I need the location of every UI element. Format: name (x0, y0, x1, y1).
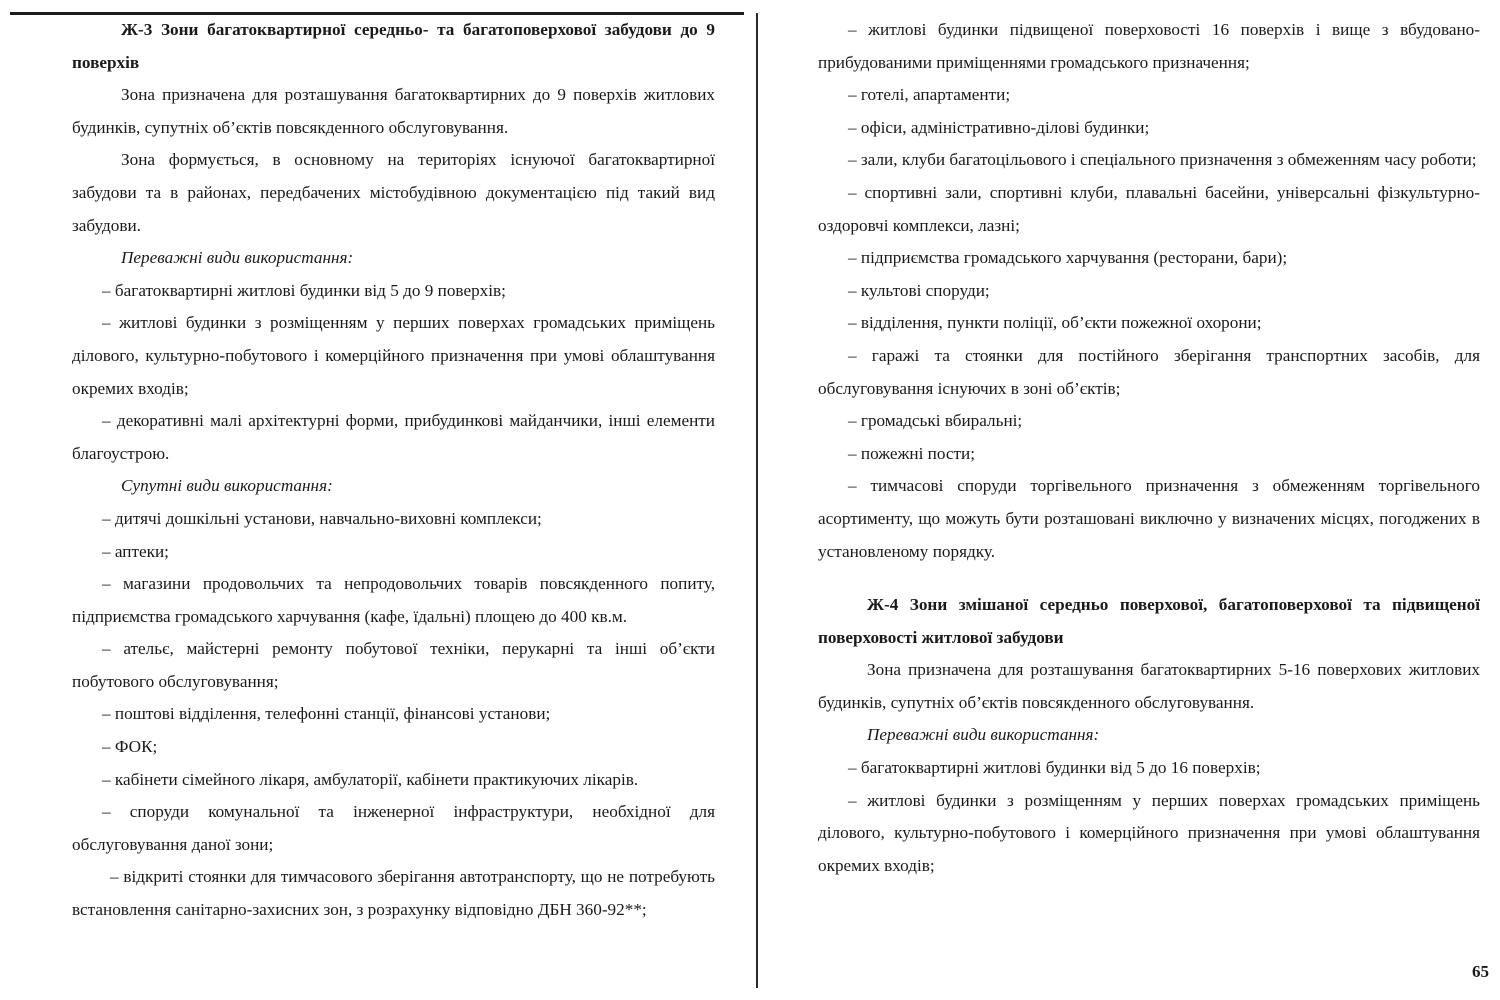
list-item: – тимчасові споруди торгівельного призначення з обмеженням торгівельного асортименту, що можуть бути розташовані виключно у визначених місцях, погоджених в установленому порядку. (818, 476, 1480, 561)
zone-zh3-intro-2: Зона формується, в основному на територіях існуючої багатоквартирної забудови та в районах, передбачених містобудівною документацією під такий вид забудови. (72, 150, 715, 235)
list-item: – готелі, апартаменти; (848, 85, 1011, 105)
list-item: – житлові будинки з розміщенням у перших поверхах громадських приміщень ділового, культурно-побутового і комерційного призначення при умові облаштування окремих входів; (818, 790, 1480, 875)
list-item: – житлові будинки підвищеної поверховості 16 поверхів і вище з вбудовано-прибудованими приміщеннями громадського призначення; (818, 20, 1480, 72)
zone-zh4-intro-1: Зона призначена для розташування багатоквартирних 5-16 поверхових житлових будинків, супутніх об’єктів повсякденного обслуговування. (818, 660, 1480, 712)
right-page (818, 14, 1480, 882)
list-item: – кабінети сімейного лікаря, амбулаторії, кабінети практикуючих лікарів. (102, 769, 639, 789)
list-item: – підприємства громадського харчування (ресторани, бари); (848, 248, 1288, 268)
zone-zh3-intro-1: Зона призначена для розташування багатоквартирних до 9 поверхів житлових будинків, супутніх об’єктів повсякденного обслуговування. (72, 85, 715, 137)
list-item: – споруди комунальної та інженерної інфраструктури, необхідної для обслуговування даної зони; (72, 802, 715, 854)
list-item: – поштові відділення, телефонні станції, фінансові установи; (102, 704, 551, 724)
page-number: 65 (1472, 962, 1489, 981)
zone-zh3-heading: Ж-3 Зони багатоквартирної середньо- та багатоповерхової забудови до 9 поверхів (72, 20, 715, 72)
list-item: – офіси, адміністративно-ділові будинки; (848, 117, 1150, 137)
left-page (72, 14, 715, 927)
list-item: – спортивні зали, спортивні клуби, плавальні басейни, універсальні фізкультурно-оздоровчі комплекси, лазні; (818, 182, 1480, 235)
list-item: – гаражі та стоянки для постійного зберігання транспортних засобів, для обслуговування існуючих в зоні об’єктів; (818, 345, 1480, 398)
primary-uses-label: Переважні види використання: (121, 248, 354, 268)
list-item: – відділення, пункти поліції, об’єкти пожежної охорони; (848, 313, 1262, 333)
section-gap (818, 568, 1480, 589)
list-item: – декоративні малі архітектурні форми, прибудинкові майданчики, інші елементи благоустрою. (72, 411, 715, 463)
list-item: – відкриті стоянки для тимчасового зберігання автотранспорту, що не потребують встановлення санітарно-захисних зон, з розрахунку відповідно ДБН 360-92**; (72, 867, 715, 920)
list-item: – аптеки; (102, 541, 169, 561)
list-item: – ательє, майстерні ремонту побутової техніки, перукарні та інші об’єкти побутового обслуговування; (72, 639, 715, 691)
list-item: – житлові будинки з розміщенням у перших поверхах громадських приміщень ділового, культурно-побутового і комерційного призначення при умові облаштування окремих входів; (72, 313, 715, 398)
list-item: – культові споруди; (848, 280, 990, 300)
secondary-uses-label: Супутні види використання: (121, 476, 333, 496)
list-item: – ФОК; (102, 737, 158, 757)
list-item: – багатоквартирні житлові будинки від 5 до 9 поверхів; (102, 280, 506, 300)
page-divider (756, 13, 758, 988)
list-item: – магазини продовольчих та непродовольчих товарів повсякденного попиту, підприємства громадського харчування (кафе, їдальні) площею до 400 кв.м. (72, 574, 715, 626)
list-item: – багатоквартирні житлові будинки від 5 до 16 поверхів; (848, 758, 1261, 778)
list-item: – громадські вбиральні; (848, 411, 1023, 431)
zone-zh4-heading: Ж-4 Зони змішаної середньо поверхової, багатоповерхової та підвищеної поверховості житлової забудови (818, 595, 1480, 647)
primary-uses-label: Переважні види використання: (867, 725, 1100, 745)
list-item: – дитячі дошкільні установи, навчально-виховні комплекси; (102, 508, 542, 528)
list-item: – пожежні пости; (848, 443, 976, 463)
list-item: – зали, клуби багатоцільового і спеціального призначення з обмеженням часу роботи; (848, 150, 1477, 170)
